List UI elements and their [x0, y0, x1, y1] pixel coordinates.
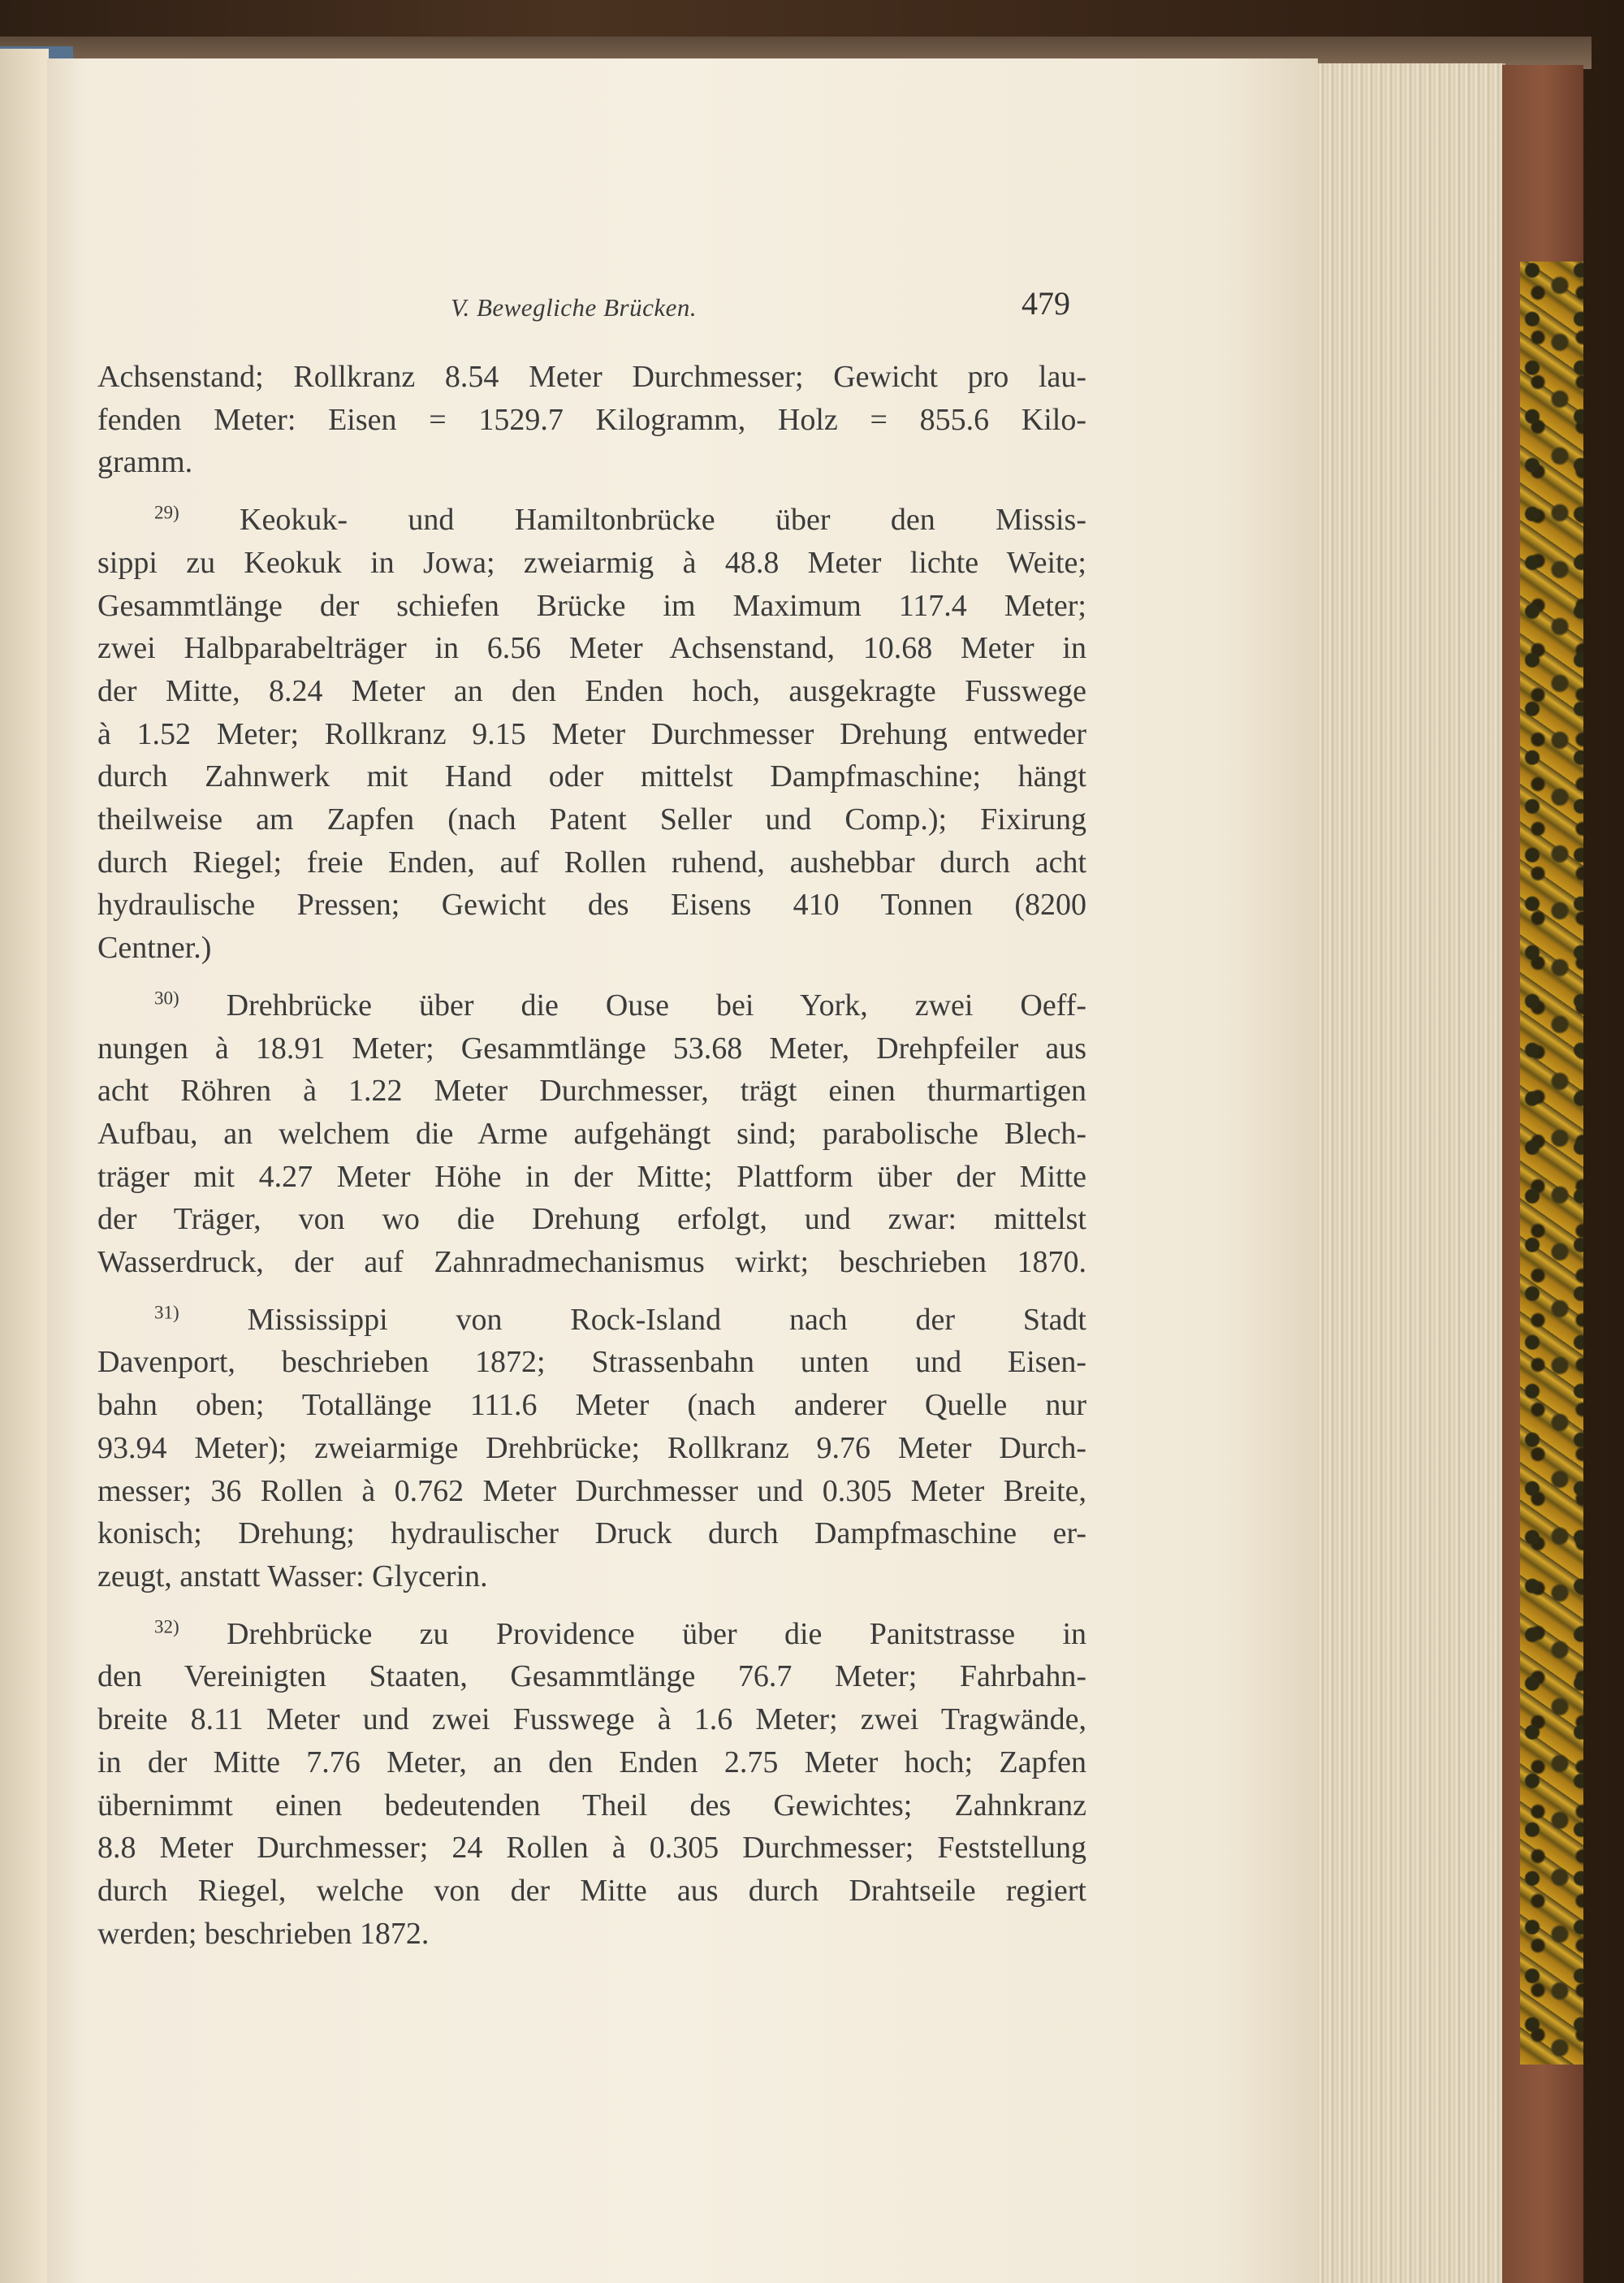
- running-head: V. Bewegliche Brücken.: [451, 293, 698, 322]
- text-line: sippi zu Keokuk in Jowa; zweiarmig à 48.8 Meter lichte Weite;: [97, 545, 1086, 580]
- note-number: 29): [154, 502, 179, 523]
- previous-page-edge: [0, 49, 49, 2283]
- text-line: messer; 36 Rollen à 0.762 Meter Durchmesser und 0.305 Meter Breite,: [97, 1473, 1086, 1508]
- marbled-endpaper: [1520, 262, 1583, 2065]
- note-30: [97, 984, 1086, 1284]
- note-number: 32): [154, 1616, 179, 1637]
- text-line: hydraulische Pressen; Gewicht des Eisens 410 Tonnen (8200: [97, 888, 1086, 923]
- text-line: zwei Halbparabelträger in 6.56 Meter Achsenstand, 10.68 Meter in: [97, 631, 1086, 666]
- text-line: Centner.): [97, 931, 212, 966]
- note-number: 31): [154, 1302, 179, 1323]
- text-line: theilweise am Zapfen (nach Patent Seller und Comp.); Fixirung: [97, 802, 1086, 837]
- note-lead-line: Keokuk- und Hamiltonbrücke über den Missis-: [240, 503, 1086, 538]
- note-lead-line: Mississippi von Rock-Island nach der Stadt: [247, 1302, 1086, 1337]
- text-line: träger mit 4.27 Meter Höhe in der Mitte; Plattform über der Mitte: [97, 1159, 1086, 1194]
- text-line: der Mitte, 8.24 Meter an den Enden hoch, ausgekragte Fusswege: [97, 673, 1086, 708]
- text-line: der Träger, von wo die Drehung erfolgt, und zwar: mittelst: [97, 1202, 1086, 1237]
- note-lead-line: Drehbrücke über die Ouse bei York, zwei Oeff-: [226, 988, 1087, 1023]
- text-line: bahn oben; Totallänge 111.6 Meter (nach anderer Quelle nur: [97, 1388, 1086, 1423]
- text-line: durch Riegel; freie Enden, auf Rollen ruhend, aushebbar durch acht: [97, 845, 1086, 880]
- text-line: übernimmt einen bedeutenden Theil des Gewichtes; Zahnkranz: [97, 1788, 1086, 1823]
- text-line: in der Mitte 7.76 Meter, an den Enden 2.75 Meter hoch; Zapfen: [97, 1745, 1086, 1779]
- note-lead-line: Drehbrücke zu Providence über die Panitstrasse in: [227, 1616, 1087, 1651]
- page-stack-edges: [1315, 63, 1505, 2283]
- text-line: acht Röhren à 1.22 Meter Durchmesser, trägt einen thurmartigen: [97, 1074, 1086, 1109]
- text-line: Gesammtlänge der schiefen Brücke im Maximum 117.4 Meter;: [97, 588, 1086, 623]
- text-line: konisch; Drehung; hydraulischer Druck durch Dampfmaschine er-: [97, 1516, 1086, 1551]
- text-line: [97, 984, 1086, 1027]
- text-line: 93.94 Meter); zweiarmige Drehbrücke; Rollkranz 9.76 Meter Durch-: [97, 1430, 1086, 1465]
- note-32: [97, 1613, 1086, 1956]
- text-line: [97, 1613, 1086, 1656]
- text-line: Aufbau, an welchem die Arme aufgehängt sind; parabolische Blech-: [97, 1116, 1086, 1151]
- text-line: Achsenstand; Rollkranz 8.54 Meter Durchmesser; Gewicht pro lau-: [97, 360, 1086, 394]
- text-line: den Vereinigten Staaten, Gesammtlänge 76.7 Meter; Fahrbahn-: [97, 1659, 1086, 1694]
- body-text: [97, 356, 1086, 1955]
- text-line: [97, 499, 1086, 542]
- text-line: fenden Meter: Eisen = 1529.7 Kilogramm, Holz = 855.6 Kilo-: [97, 402, 1086, 437]
- text-line: gramm.: [97, 445, 193, 480]
- text-line: Wasserdruck, der auf Zahnradmechanismus wirkt; beschrieben 1870.: [97, 1245, 1086, 1280]
- text-line: durch Zahnwerk mit Hand oder mittelst Dampfmaschine; hängt: [97, 759, 1086, 794]
- text-line: zeugt, anstatt Wasser: Glycerin.: [97, 1559, 488, 1593]
- text-line: [97, 1299, 1086, 1342]
- note-31: [97, 1299, 1086, 1598]
- paragraph-continuation: [97, 356, 1086, 484]
- page-number: 479: [1021, 285, 1070, 322]
- text-line: breite 8.11 Meter und zwei Fusswege à 1.6 Meter; zwei Tragwände,: [97, 1702, 1086, 1737]
- text-line: durch Riegel, welche von der Mitte aus durch Drahtseile regiert: [97, 1873, 1086, 1908]
- note-29: [97, 499, 1086, 970]
- text-line: à 1.52 Meter; Rollkranz 9.15 Meter Durchmesser Drehung entweder: [97, 716, 1086, 751]
- text-line: Davenport, beschrieben 1872; Strassenbahn unten und Eisen-: [97, 1345, 1086, 1380]
- text-line: werden; beschrieben 1872.: [97, 1916, 430, 1951]
- text-line: 8.8 Meter Durchmesser; 24 Rollen à 0.305 Durchmesser; Feststellung: [97, 1831, 1086, 1866]
- note-number: 30): [154, 988, 179, 1009]
- text-line: nungen à 18.91 Meter; Gesammtlänge 53.68 Meter, Drehpfeiler aus: [97, 1031, 1086, 1066]
